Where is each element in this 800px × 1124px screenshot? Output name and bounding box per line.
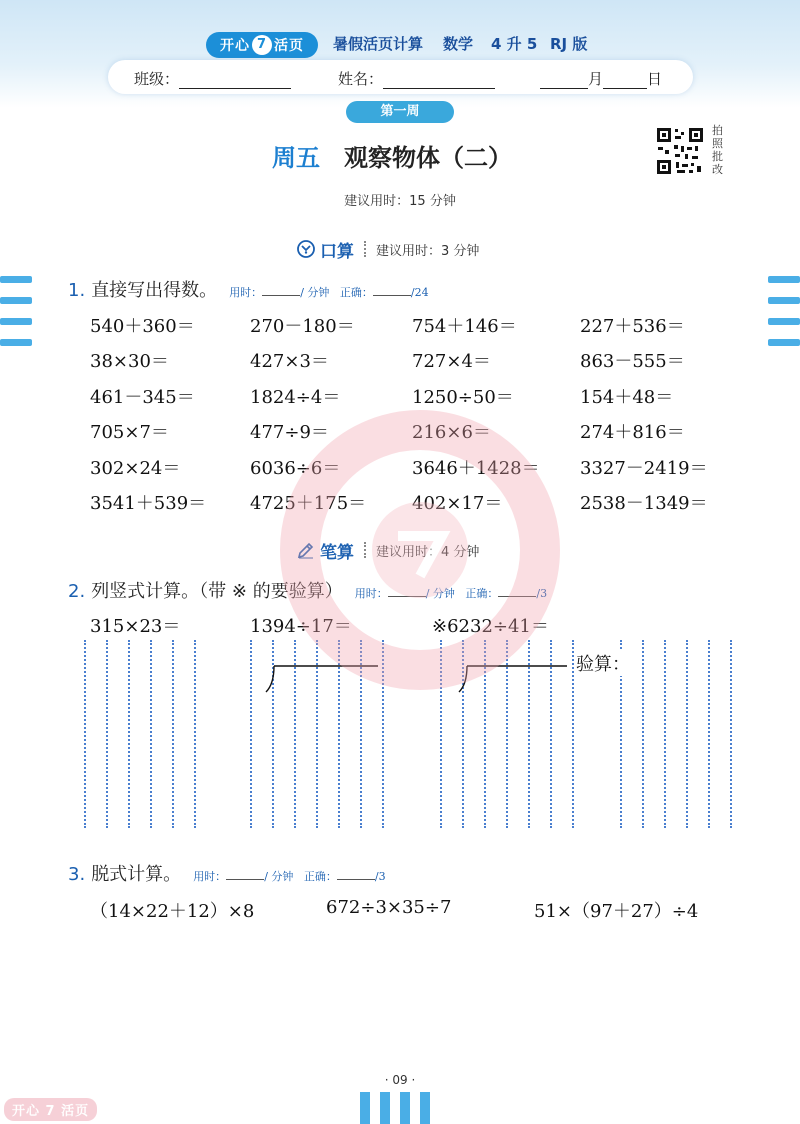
question-text: 列竖式计算。（带 ※ 的要验算） [91, 581, 343, 602]
tab-bar [380, 1092, 390, 1124]
corner-brand-logo: 开心 7 活页 [4, 1098, 97, 1121]
grid-line [664, 640, 666, 828]
time-unit: / 分钟 [300, 286, 330, 299]
written-problem: 1394÷17＝ [250, 616, 352, 637]
oral-problem: 705×7＝ [90, 422, 169, 443]
time-label: 用时： [354, 587, 388, 600]
section-written-time: 建议用时：4 分钟 [376, 544, 480, 560]
grid-line [708, 640, 710, 828]
oral-problem: 402×17＝ [412, 493, 503, 514]
correct-total: /24 [410, 286, 429, 299]
correct-blank[interactable] [337, 879, 375, 880]
correct-label: 正确： [303, 870, 337, 883]
page-number: · 09 · [384, 1073, 416, 1087]
time-unit: / 分钟 [264, 870, 294, 883]
pencil-icon [296, 540, 316, 560]
brand-logo-right: 活页 [274, 38, 304, 54]
lesson-suggested-time: 建议用时：15 分钟 [344, 194, 456, 209]
section-written-header [296, 539, 479, 561]
month-label: 月 [588, 70, 604, 88]
lesson-name: 观察物体（二） [344, 144, 512, 172]
question-2-title [68, 577, 547, 603]
question-number: 2. [68, 581, 86, 602]
week-badge: 第一周 [346, 101, 454, 123]
right-tab-bars [768, 276, 800, 360]
section-divider [364, 241, 366, 257]
grid-line [128, 640, 130, 828]
correct-blank[interactable] [498, 596, 536, 597]
oral-problem: 154＋48＝ [580, 387, 674, 408]
correct-total: /3 [536, 587, 548, 600]
name-blank[interactable] [383, 73, 495, 89]
oral-problem: 427×3＝ [250, 351, 329, 372]
section-oral-time: 建议用时：3 分钟 [376, 243, 480, 259]
oral-problem: 216×6＝ [412, 422, 491, 443]
section-written-title: 笔算 [320, 542, 354, 563]
book-title: 暑假活页计算 [333, 35, 424, 53]
section-oral-header [296, 238, 479, 260]
oral-problem: 477÷9＝ [250, 422, 329, 443]
grid-line [106, 640, 108, 828]
section-divider [364, 542, 366, 558]
time-score-meta [193, 868, 385, 884]
oral-problem: 38×30＝ [90, 351, 169, 372]
qr-code-icon[interactable] [655, 126, 705, 176]
oral-problem: 461－345＝ [90, 387, 195, 408]
qr-label: 拍照批改 [712, 124, 723, 176]
student-info-bar [108, 60, 693, 94]
oral-problem: 2538－1349＝ [580, 493, 708, 514]
brand-logo-mark: 7 [252, 35, 272, 55]
oral-calc-icon [296, 239, 316, 259]
time-label: 用时： [193, 870, 227, 883]
question-number: 3. [68, 864, 86, 885]
book-edition: RJ 版 [550, 35, 588, 53]
time-blank[interactable] [226, 879, 264, 880]
tab-bar [0, 276, 32, 283]
correct-label: 正确： [339, 286, 373, 299]
grid-line [440, 640, 442, 828]
grid-line [642, 640, 644, 828]
division-bracket [262, 664, 380, 694]
grid-line [686, 640, 688, 828]
oral-problem: 3541＋539＝ [90, 493, 207, 514]
class-field[interactable] [134, 68, 291, 89]
book-grade: 4 升 5 [491, 35, 538, 53]
oral-problem: 1824÷4＝ [250, 387, 341, 408]
grid-line [382, 640, 384, 828]
class-blank[interactable] [179, 73, 291, 89]
correct-total: /3 [374, 870, 386, 883]
name-field[interactable] [338, 68, 495, 89]
oral-problem: 302×24＝ [90, 458, 181, 479]
check-label: 验算： [574, 650, 632, 676]
oral-problem: 4725＋175＝ [250, 493, 367, 514]
grid-line [84, 640, 86, 828]
left-tab-bars [0, 276, 32, 360]
written-problem: ※6232÷41＝ [432, 616, 549, 637]
brand-logo-left: 开心 [220, 38, 250, 54]
grid-line [730, 640, 732, 828]
mixed-problem: 51×（97＋27）÷4 [534, 901, 699, 922]
grid-line [250, 640, 252, 828]
written-problem: 315×23＝ [90, 616, 181, 637]
oral-problem: 754＋146＝ [412, 316, 517, 337]
grid-line [150, 640, 152, 828]
brand-logo [206, 32, 318, 58]
correct-label: 正确： [465, 587, 499, 600]
correct-blank[interactable] [373, 295, 411, 296]
date-field[interactable] [540, 68, 662, 89]
oral-problem: 6036÷6＝ [250, 458, 341, 479]
oral-problem: 270－180＝ [250, 316, 355, 337]
time-score-meta [355, 585, 547, 601]
oral-problem: 1250÷50＝ [412, 387, 514, 408]
question-text: 脱式计算。 [91, 864, 182, 885]
oral-problem: 863－555＝ [580, 351, 685, 372]
section-oral-title: 口算 [320, 241, 354, 262]
question-3-title [68, 860, 386, 886]
time-blank[interactable] [262, 295, 300, 296]
tab-bar [0, 297, 32, 304]
time-score-meta [229, 284, 428, 300]
question-number: 1. [68, 280, 86, 301]
month-blank[interactable] [540, 73, 588, 89]
tab-bar [420, 1092, 430, 1124]
time-unit: / 分钟 [425, 587, 455, 600]
mixed-problem: （14×22＋12）×8 [90, 901, 255, 922]
oral-problem: 3327－2419＝ [580, 458, 708, 479]
bottom-tab-bars [360, 1092, 430, 1124]
oral-problem: 227＋536＝ [580, 316, 685, 337]
lesson-day: 周五 [272, 144, 320, 172]
oral-problem: 3646＋1428＝ [412, 458, 540, 479]
day-blank[interactable] [603, 73, 647, 89]
tab-bar [768, 339, 800, 346]
question-text: 直接写出得数。 [91, 280, 218, 301]
time-label: 用时： [229, 286, 263, 299]
book-subject: 数学 [443, 35, 474, 53]
day-label: 日 [647, 70, 663, 88]
name-label: 姓名： [338, 70, 384, 88]
time-blank[interactable] [388, 596, 426, 597]
grid-line [172, 640, 174, 828]
oral-problem: 727×4＝ [412, 351, 491, 372]
tab-bar [768, 318, 800, 325]
grid-line [194, 640, 196, 828]
class-label: 班级： [134, 70, 180, 88]
tab-bar [0, 339, 32, 346]
question-1-title [68, 276, 429, 302]
tab-bar [360, 1092, 370, 1124]
tab-bar [768, 297, 800, 304]
tab-bar [400, 1092, 410, 1124]
oral-problem: 540＋360＝ [90, 316, 195, 337]
tab-bar [768, 276, 800, 283]
division-bracket [455, 664, 569, 694]
tab-bar [0, 318, 32, 325]
lesson-title [272, 138, 512, 173]
oral-problem: 274＋816＝ [580, 422, 685, 443]
mixed-problem: 672÷3×35÷7 [326, 897, 452, 918]
